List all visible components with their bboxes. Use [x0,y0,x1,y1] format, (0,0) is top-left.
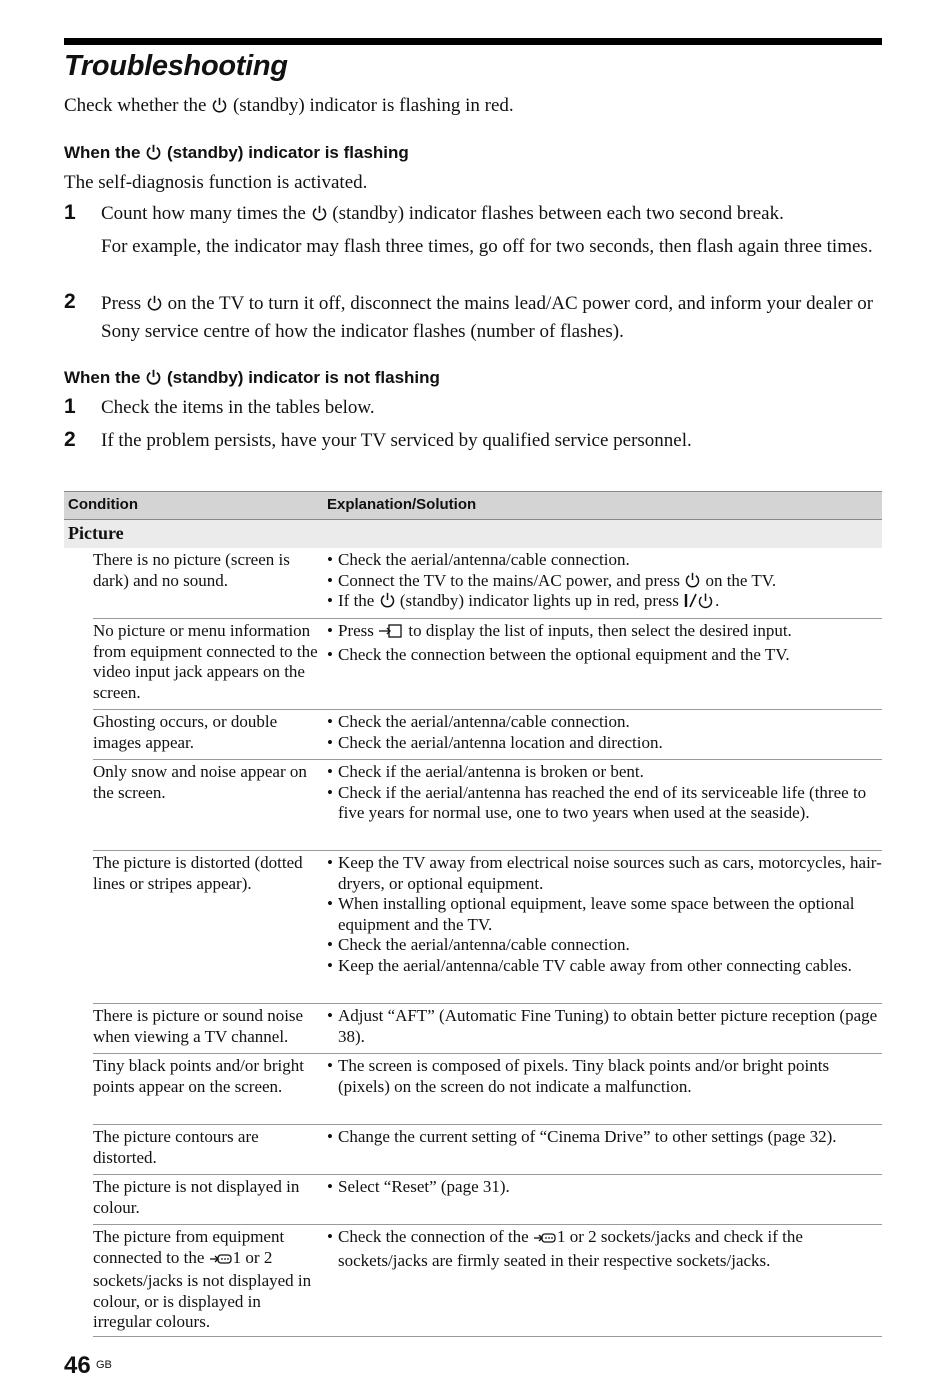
solution-item: • Change the current setting of “Cinema Drive” to other settings (page 32). [327,1127,882,1148]
not-flashing-step1: Check the items in the tables below. [101,397,375,418]
row-solution [327,1006,882,1047]
section-label: Picture [68,523,124,543]
intro-before: Check whether the [64,95,207,116]
power-toggle-standby-icon [683,592,715,615]
table-row [93,619,882,710]
solution-item: • Check the aerial/antenna/cable connection. [327,712,882,733]
step-number: 1 [64,395,76,418]
top-rule [64,38,882,45]
solution-text: Connect the TV to the mains/AC power, and press [338,570,680,590]
row-condition: The picture is distorted (dotted lines or stripes appear). [93,853,303,893]
step-text: (standby) indicator flashes between each two second break. [332,203,784,224]
page-title: Troubleshooting [64,50,288,82]
power-standby-icon [212,97,227,113]
solution-item: • Check if the aerial/antenna has reached the end of its serviceable life (three to five years for normal use, one to two years when used at the seaside). [327,783,882,824]
solution-text: on the TV. [705,570,777,590]
section-heading [64,520,882,548]
solution-item: • Check the aerial/antenna/cable connection. [327,935,882,956]
table-row [93,1004,882,1054]
row-condition: The picture contours are distorted. [93,1127,259,1167]
flashing-step1 [101,201,891,227]
row-condition: There is no picture (screen is dark) and no sound. [93,550,290,590]
table-row [93,760,882,851]
not-flashing-step2: If the problem persists, have your TV serviced by qualified service personnel. [101,430,692,451]
row-solution [327,1227,882,1271]
solution-text: 1 or 2 sockets/jacks and check if the sockets/jacks are firmly seated in their respective sockets/jacks. [338,1227,803,1270]
row-solution [327,621,882,665]
solution-item: • Keep the TV away from electrical noise sources such as cars, motorcycles, hair-dryers, or optional equipment. [327,853,882,894]
condition-text: The picture from equipment connected to the [93,1227,285,1267]
not-flashing-heading [64,368,440,388]
solution-item: • Check the aerial/antenna location and direction. [327,733,882,754]
row-condition: Tiny black points and/or bright points appear on the screen. [93,1056,304,1096]
solution-item: • Select “Reset” (page 31). [327,1177,882,1198]
step-number: 1 [64,201,76,224]
power-standby-icon [312,205,327,221]
row-condition: Only snow and noise appear on the screen. [93,762,307,802]
solution-text: Check the connection of the [338,1227,529,1246]
table-row [93,1175,882,1225]
power-standby-icon [685,572,700,588]
row-solution [327,1127,882,1148]
av-input-icon [533,1230,557,1251]
row-condition: There is picture or sound noise when viewing a TV channel. [93,1006,304,1046]
column-header-condition: Condition [68,496,138,513]
heading-text: When the [64,368,141,387]
intro-text [64,95,514,117]
column-header-solution: Explanation/Solution [327,496,477,513]
page-number: 46 [64,1352,91,1379]
row-solution [327,712,882,753]
table-header [64,491,882,520]
solution-item: • Check the connection between the optional equipment and the TV. [327,645,882,666]
row-solution [327,550,882,615]
heading-text: (standby) indicator is not flashing [166,368,440,387]
solution-item [327,1227,882,1271]
table-row [93,1225,882,1337]
power-standby-icon [147,295,162,311]
row-condition: No picture or menu information from equipment connected to the video input jack appears on the screen. [93,621,318,702]
solution-text: (standby) indicator lights up in red, press [399,591,679,611]
table-row [93,710,882,760]
solution-item: • Check if the aerial/antenna is broken or bent. [327,762,882,783]
row-solution [327,762,882,824]
solution-item: • When installing optional equipment, leave some space between the optional equipment and the TV. [327,894,882,935]
solution-item: • Keep the aerial/antenna/cable TV cable away from other connecting cables. [327,956,882,977]
solution-item [327,621,882,645]
solution-item: • The screen is composed of pixels. Tiny black points and/or bright points (pixels) on the screen do not indicate a malfunction. [327,1056,882,1097]
solution-text: . [715,591,720,611]
row-solution [327,1056,882,1097]
solution-item: • Adjust “AFT” (Automatic Fine Tuning) to obtain better picture reception (page 38). [327,1006,882,1047]
solution-text: If the [338,591,375,611]
power-standby-icon [146,369,161,385]
row-condition [93,1227,321,1333]
row-solution [327,1177,882,1198]
step-number: 2 [64,428,76,451]
input-select-icon [378,623,404,645]
flashing-heading [64,143,409,163]
table-row [93,851,882,1004]
table-row [93,1054,882,1125]
row-condition: Ghosting occurs, or double images appear. [93,712,278,752]
intro-after: (standby) indicator is flashing in red. [232,95,514,116]
row-solution [327,853,882,977]
power-standby-icon [146,144,161,160]
table-row [93,1125,882,1175]
step-text: Press [101,293,142,314]
troubleshooting-table [64,491,882,1337]
heading-text: When the [64,143,141,162]
table-row [93,548,882,619]
step-text: on the TV to turn it off, disconnect the mains lead/AC power cord, and inform your dealer or Sony service centre of how the indicator flashes (number of flashes). [101,293,874,342]
flashing-lead: The self-diagnosis function is activated. [64,172,368,193]
step-number: 2 [64,290,76,313]
solution-text: to display the list of inputs, then select the desired input. [408,621,792,640]
condition-text: 1 or 2 sockets/jacks is not displayed in colour, or is displayed in irregular colours. [93,1247,312,1332]
solution-item [327,571,882,592]
heading-text: (standby) indicator is flashing [166,143,409,162]
row-condition: The picture is not displayed in colour. [93,1177,300,1217]
solution-item: • Check the aerial/antenna/cable connection. [327,550,882,571]
flashing-step2 [101,290,891,346]
av-input-icon [209,1251,233,1272]
flashing-step1-example: For example, the indicator may flash three times, go off for two seconds, then flash again three times. [101,236,873,257]
solution-item [327,591,882,615]
power-standby-icon [380,592,395,608]
solution-text: Press [338,621,374,640]
step-text: Count how many times the [101,203,306,224]
page-region: GB [96,1359,112,1371]
